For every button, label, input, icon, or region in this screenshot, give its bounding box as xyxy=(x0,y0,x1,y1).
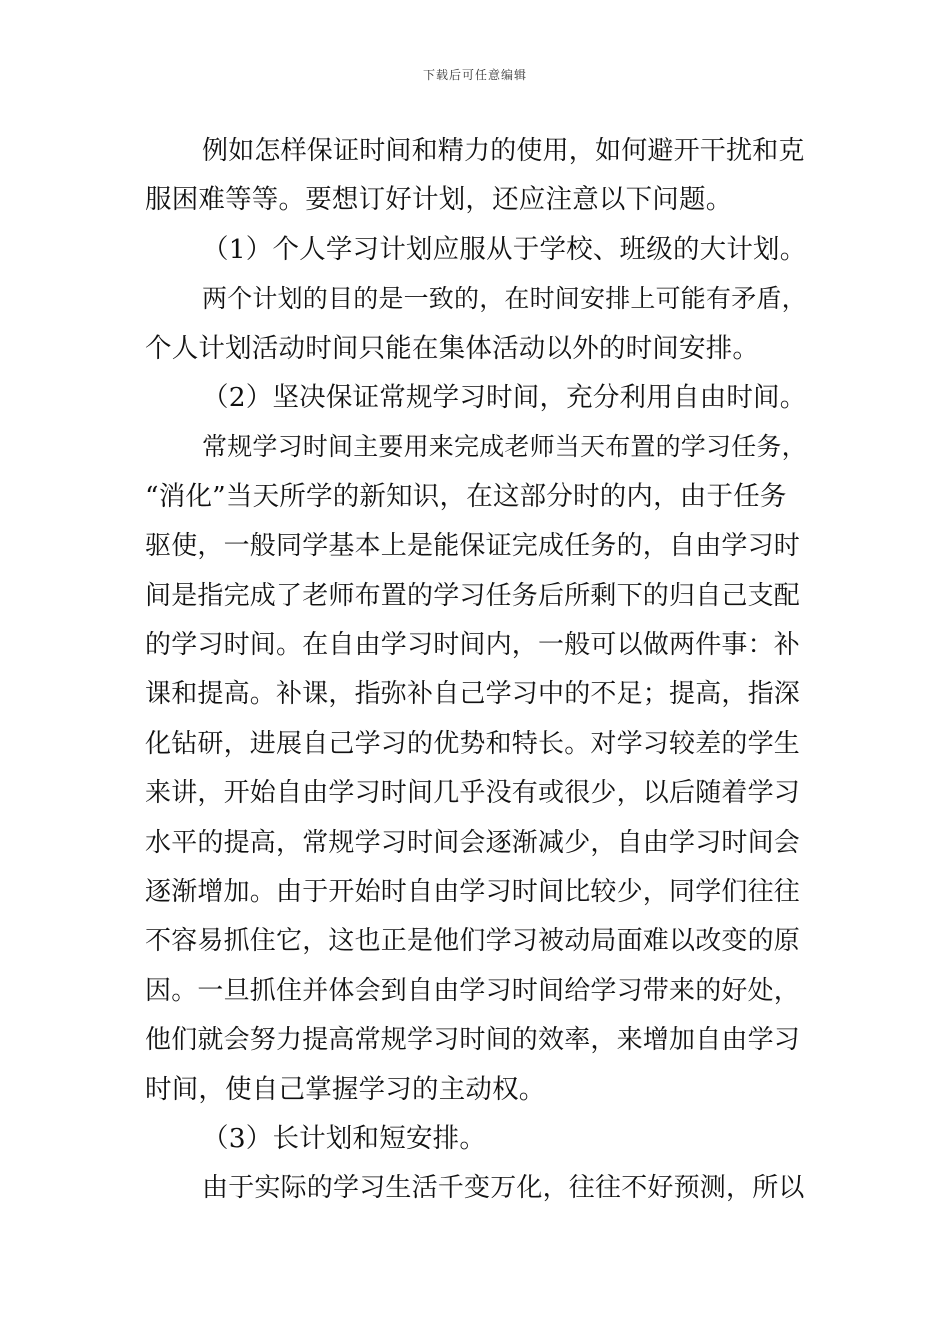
text-line: 因。一旦抓住并体会到自由学习时间给学习带来的好处， xyxy=(145,975,801,1006)
text-line: 驱使，一般同学基本上是能保证完成任务的，自由学习时 xyxy=(145,531,801,562)
text-line: （3）长计划和短安排。 xyxy=(202,1123,487,1154)
text-line: 时间，使自己掌握学习的主动权。 xyxy=(145,1073,546,1105)
text-line: 常规学习时间主要用来完成老师当天布置的学习任务， xyxy=(202,432,807,462)
text-line: 不容易抓住它，这也正是他们学习被动局面难以改变的原 xyxy=(145,926,801,957)
text-line: 逐渐增加。由于开始时自由学习时间比较少，同学们往往 xyxy=(145,877,801,907)
text-line: 个人计划活动时间只能在集体活动以外的时间安排。 xyxy=(145,332,760,364)
text-line: 他们就会努力提高常规学习时间的效率，来增加自由学习 xyxy=(145,1025,801,1056)
text-line: 两个计划的目的是一致的，在时间安排上可能有矛盾， xyxy=(202,284,807,314)
text-line: 化钻研，进展自己学习的优势和特长。对学习较差的学生 xyxy=(145,728,801,759)
text-line: 由于实际的学习生活千变万化，往往不好预测，所以 xyxy=(202,1173,805,1204)
text-line: 课和提高。补课，指弥补自己学习中的不足；提高，指深 xyxy=(145,679,801,710)
page-header: 下载后可任意编辑 xyxy=(422,68,527,82)
text-line: 水平的提高，常规学习时间会逐渐减少，自由学习时间会 xyxy=(145,827,801,858)
text-line: 来讲，开始自由学习时间几乎没有或很少，以后随着学习 xyxy=(145,778,801,809)
text-line: （1）个人学习计划应服从于学校、班级的大计划。 xyxy=(202,233,807,265)
text-line: 的学习时间。在自由学习时间内，一般可以做两件事：补 xyxy=(145,630,801,660)
text-line: （2）坚决保证常规学习时间，充分利用自由时间。 xyxy=(202,382,807,413)
text-line: “消化”当天所学的新知识，在这部分时的内，由于任务 xyxy=(145,480,787,512)
text-line: 例如怎样保证时间和精力的使用，如何避开干扰和克 xyxy=(202,136,805,166)
text-line: 服困难等等。要想订好计划，还应注意以下问题。 xyxy=(145,184,733,216)
text-line: 间是指完成了老师布置的学习任务后所剩下的归自己支配 xyxy=(145,580,801,611)
